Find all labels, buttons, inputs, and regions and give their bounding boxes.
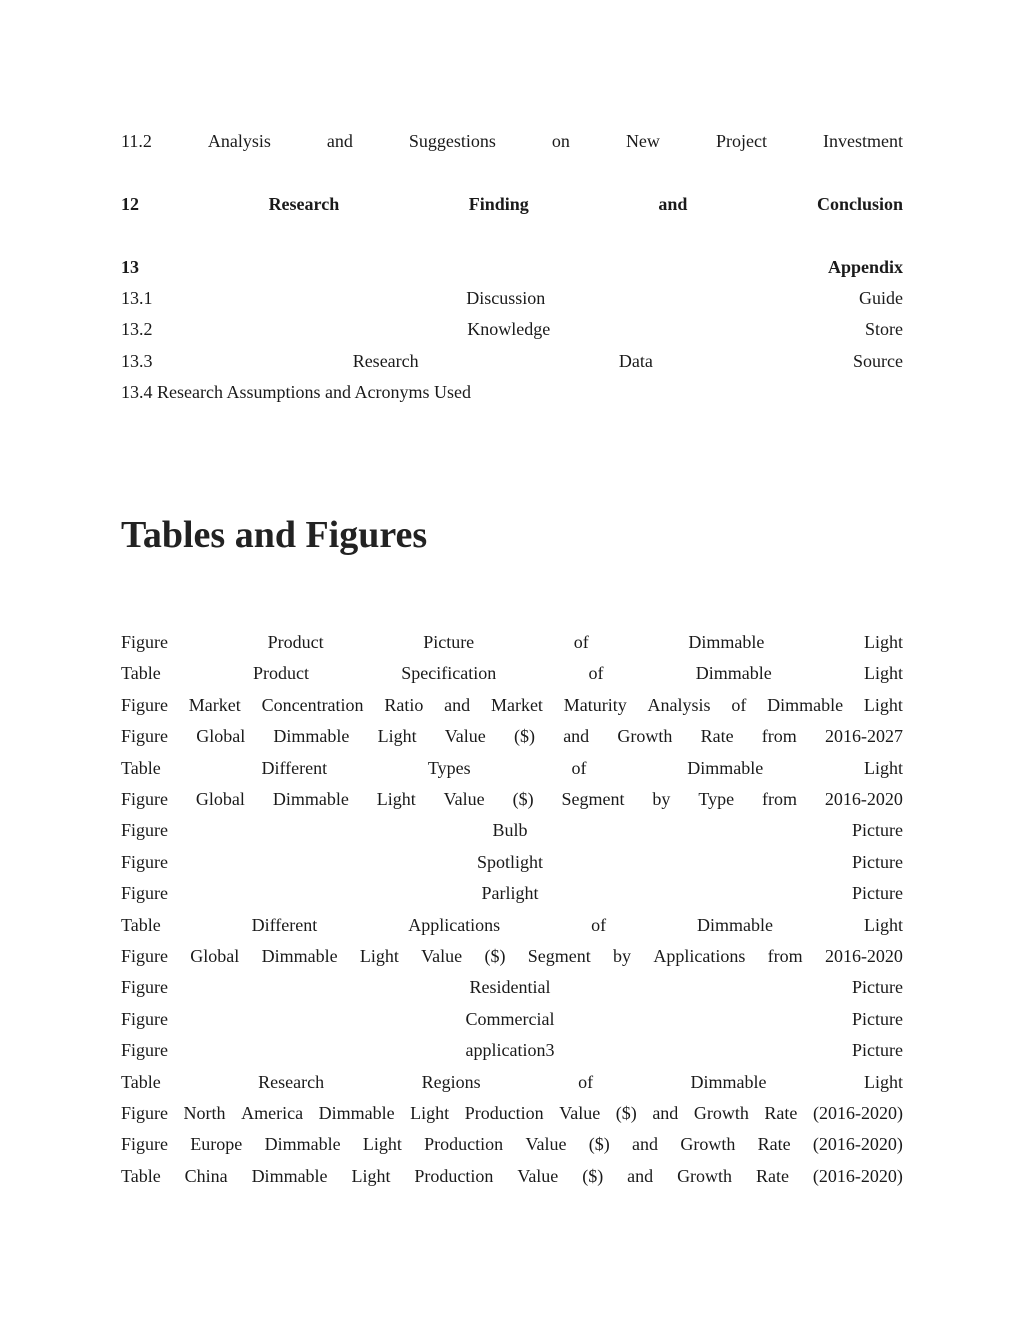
line-word: Rate <box>755 1166 789 1186</box>
figure-list-item <box>121 1132 903 1156</box>
line-word: and <box>444 695 471 715</box>
line-word: Bulb <box>492 820 528 840</box>
line-word: Type <box>698 789 735 809</box>
line-word: China <box>184 1166 228 1186</box>
line-word: Dimmable <box>272 789 349 809</box>
line-word: Figure <box>121 1009 168 1029</box>
line-word: Figure <box>121 1134 168 1154</box>
line-word: of <box>588 663 604 683</box>
figure-list-item <box>121 1101 903 1125</box>
line-word: North <box>183 1103 226 1123</box>
line-word: Market <box>490 695 543 715</box>
line-word: 2016-2027 <box>825 726 903 746</box>
line-word: Maturity <box>563 695 627 715</box>
line-word: Dimmable <box>264 1134 341 1154</box>
line-word: Research <box>258 1072 325 1092</box>
line-word: Global <box>190 946 240 966</box>
line-word: Table <box>121 1072 161 1092</box>
line-word: Applications <box>653 946 746 966</box>
figure-list-item <box>121 944 903 968</box>
line-word: Product <box>252 663 309 683</box>
line-word: Picture <box>423 632 475 652</box>
toc-entry <box>121 380 903 404</box>
line-word: Global <box>195 789 245 809</box>
line-word: Growth <box>693 1103 749 1123</box>
line-word: of <box>578 1072 594 1092</box>
line-word: Analysis <box>647 695 711 715</box>
line-word: ($) <box>582 1166 604 1186</box>
line-word: Rate <box>757 1134 791 1154</box>
line-word: Segment <box>561 789 625 809</box>
line-word: Finding <box>468 194 529 214</box>
line-word: Table <box>121 1166 161 1186</box>
line-word: Product <box>267 632 324 652</box>
line-word: Light <box>362 1134 402 1154</box>
line-word: 2016-2020 <box>824 789 903 809</box>
line-word: Value <box>517 1166 559 1186</box>
toc-entry <box>121 286 903 310</box>
line-word: Light <box>864 663 903 683</box>
line-word: Figure <box>121 852 168 872</box>
figure-list-item <box>121 1164 903 1188</box>
line-word: Specification <box>401 663 497 683</box>
line-word: Different <box>251 915 318 935</box>
line-word: Applications <box>408 915 501 935</box>
line-word: Value <box>444 726 486 746</box>
toc-entry <box>121 255 903 279</box>
line-word: Figure <box>121 726 168 746</box>
line-word: Table <box>121 915 161 935</box>
figure-list-item <box>121 756 903 780</box>
line-word: Different <box>261 758 328 778</box>
line-word: 12 <box>121 194 139 214</box>
line-word: Source <box>853 351 903 371</box>
line-word: Figure <box>121 883 168 903</box>
figure-list-item <box>121 693 903 717</box>
toc-entry <box>121 317 903 341</box>
line-word: Rate <box>700 726 734 746</box>
line-word: Picture <box>851 852 903 872</box>
line-word: Market <box>188 695 241 715</box>
line-word: from <box>767 946 803 966</box>
line-word: Figure <box>121 632 168 652</box>
line-word: Picture <box>851 820 903 840</box>
figure-list-item <box>121 724 903 748</box>
line-word: Value <box>443 789 485 809</box>
line-word: Table <box>121 663 161 683</box>
line-word: by <box>613 946 632 966</box>
line-word: Figure <box>121 820 168 840</box>
figure-list-item <box>121 818 903 842</box>
line-word: Dimmable <box>273 726 350 746</box>
line-word: ($) <box>484 946 506 966</box>
line-word: Dimmable <box>690 1072 767 1092</box>
line-word: of <box>571 758 587 778</box>
line-word: Types <box>427 758 471 778</box>
line-word: Growth <box>680 1134 736 1154</box>
line-word: Analysis <box>207 131 271 151</box>
line-word: Value <box>421 946 463 966</box>
line-word: (2016-2020) <box>812 1134 903 1154</box>
toc-entry <box>121 129 903 153</box>
line-word: Global <box>196 726 246 746</box>
line-word: on <box>551 131 570 151</box>
line-word: from <box>762 789 797 809</box>
figure-list-item <box>121 881 903 905</box>
line-word: and <box>652 1103 679 1123</box>
line-word: ($) <box>512 789 534 809</box>
line-word: Dimmable <box>251 1166 328 1186</box>
line-word: from <box>761 726 797 746</box>
line-word: of <box>731 695 747 715</box>
line-word: by <box>652 789 671 809</box>
figure-list-item <box>121 850 903 874</box>
line-word: Dimmable <box>318 1103 395 1123</box>
line-word: Knowledge <box>467 319 551 339</box>
line-word: Growth <box>677 1166 733 1186</box>
line-word: and <box>326 131 353 151</box>
line-word: ($) <box>513 726 535 746</box>
line-word: Production <box>424 1134 504 1154</box>
line-word: Figure <box>121 1040 168 1060</box>
line-word: Project <box>715 131 767 151</box>
line-word: of <box>591 915 607 935</box>
line-word: Dimmable <box>697 915 774 935</box>
line-word: Europe <box>190 1134 243 1154</box>
line-word: New <box>625 131 660 151</box>
line-word: Segment <box>527 946 591 966</box>
line-word: 13.2 <box>121 319 153 339</box>
line-word: Dimmable <box>687 758 764 778</box>
line-word: Value <box>559 1103 601 1123</box>
figure-list-item <box>121 1007 903 1031</box>
line-word: 13.1 <box>121 288 153 308</box>
line-word: Production <box>414 1166 494 1186</box>
line-word: Commercial <box>465 1009 555 1029</box>
line-word: 13.3 <box>121 351 153 371</box>
line-word: and <box>658 194 688 214</box>
line-word: Table <box>121 758 161 778</box>
line-word: and <box>632 1134 659 1154</box>
line-word: Investment <box>822 131 903 151</box>
line-word: Light <box>863 758 903 778</box>
line-word: Figure <box>121 946 168 966</box>
toc-entry <box>121 192 903 216</box>
line-word: Guide <box>858 288 903 308</box>
line-text: 13.4 Research Assumptions and Acronyms Used <box>121 382 471 402</box>
figure-list-item <box>121 787 903 811</box>
line-word: of <box>573 632 589 652</box>
line-word: Research <box>268 194 340 214</box>
line-word: 11.2 <box>121 131 152 151</box>
line-word: Spotlight <box>476 852 543 872</box>
line-word: Data <box>618 351 653 371</box>
line-word: Value <box>525 1134 567 1154</box>
line-word: (2016-2020) <box>812 1166 903 1186</box>
line-word: 13 <box>121 257 139 277</box>
figure-list-item <box>121 1038 903 1062</box>
line-word: and <box>563 726 590 746</box>
line-word: Rate <box>764 1103 798 1123</box>
figure-list-item <box>121 630 903 654</box>
line-word: Store <box>864 319 903 339</box>
line-word: Research <box>352 351 419 371</box>
line-word: Appendix <box>827 257 903 277</box>
line-word: Figure <box>121 789 168 809</box>
line-word: Figure <box>121 977 168 997</box>
line-word: Regions <box>421 1072 481 1092</box>
section-heading: Tables and Figures <box>121 514 428 556</box>
line-word: America <box>241 1103 304 1123</box>
line-word: Picture <box>852 883 903 903</box>
line-word: Concentration <box>261 695 364 715</box>
line-word: Light <box>359 946 399 966</box>
line-word: Light <box>376 789 416 809</box>
line-word: Ratio <box>384 695 424 715</box>
line-word: Dimmable <box>261 946 338 966</box>
line-word: Figure <box>121 695 168 715</box>
figure-list-item <box>121 913 903 937</box>
line-word: Residential <box>469 977 551 997</box>
line-word: Parlight <box>481 883 539 903</box>
line-word: Picture <box>851 1009 903 1029</box>
line-word: Conclusion <box>816 194 903 214</box>
line-word: Discussion <box>466 288 546 308</box>
line-word: Light <box>410 1103 450 1123</box>
figure-list-item <box>121 1070 903 1094</box>
line-word: Suggestions <box>408 131 496 151</box>
line-word: Light <box>351 1166 391 1186</box>
line-word: (2016-2020) <box>812 1103 903 1123</box>
line-word: ($) <box>615 1103 637 1123</box>
line-word: ($) <box>588 1134 610 1154</box>
figure-list-item <box>121 661 903 685</box>
line-word: Light <box>863 915 903 935</box>
toc-entry <box>121 349 903 373</box>
line-word: Dimmable <box>767 695 844 715</box>
line-word: Growth <box>617 726 673 746</box>
line-word: and <box>627 1166 654 1186</box>
line-word: Picture <box>851 1040 903 1060</box>
line-word: Light <box>863 695 903 715</box>
line-word: 2016-2020 <box>824 946 903 966</box>
line-word: Light <box>863 632 903 652</box>
line-word: Dimmable <box>695 663 772 683</box>
figure-list-item <box>121 975 903 999</box>
line-word: Dimmable <box>688 632 765 652</box>
line-word: Light <box>863 1072 903 1092</box>
line-word: Picture <box>851 977 903 997</box>
line-word: application3 <box>465 1040 555 1060</box>
line-word: Light <box>377 726 417 746</box>
line-word: Figure <box>121 1103 168 1123</box>
line-word: Production <box>464 1103 544 1123</box>
